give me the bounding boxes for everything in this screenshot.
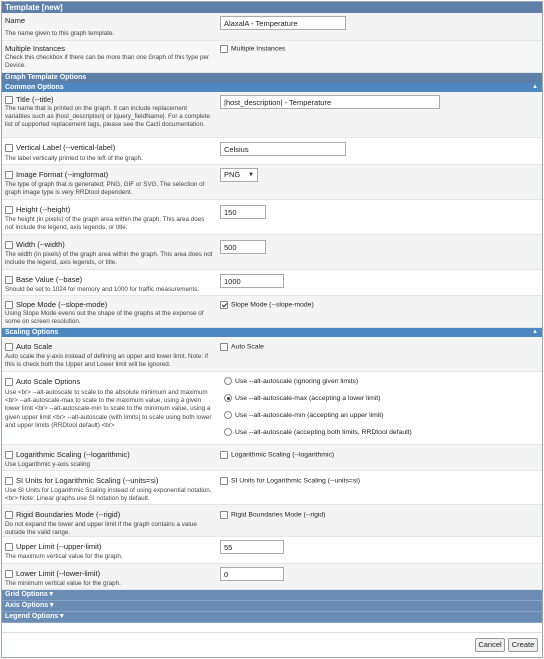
lower-label-wrap	[5, 569, 100, 578]
log-field	[220, 450, 334, 459]
slope-mode-checkbox[interactable]	[220, 301, 228, 309]
slope-checkbox[interactable]	[5, 301, 13, 309]
height-checkbox[interactable]	[5, 206, 13, 214]
log-cb[interactable]	[220, 451, 228, 459]
multi-cb-label: Multiple Instances	[231, 45, 286, 53]
create-button[interactable]: Create	[508, 638, 538, 652]
asopt-label: Auto Scale Options	[16, 377, 81, 386]
log-row	[2, 445, 542, 471]
autoscale-row	[2, 337, 542, 372]
rigid-label: Rigid Boundaries Mode (--rigid)	[16, 510, 121, 519]
rigid-field	[220, 510, 325, 519]
common-options-header[interactable]	[2, 83, 542, 92]
si-cb-label: SI Units for Logarithmic Scaling (--units=si)	[231, 477, 360, 485]
width-label: Width (--width)	[16, 240, 65, 249]
asopt-r1-label: Use --alt-autoscale (ignoring given limits)	[235, 377, 359, 385]
slope-field	[220, 300, 314, 309]
asopt-r4-label: Use --alt-autoscale (accepting both limits, RRDtool default)	[235, 428, 412, 436]
imgformat-value: PNG	[224, 170, 241, 179]
name-input[interactable]: AlaxalA - Temperature	[220, 16, 346, 30]
lower-row	[2, 564, 542, 590]
rigid-row	[2, 505, 542, 537]
imgformat-label-wrap	[5, 170, 108, 179]
grid-options-header[interactable]	[2, 590, 542, 601]
asopt-radio-4[interactable]	[224, 428, 412, 436]
legend-options-header[interactable]	[2, 612, 542, 623]
scaling-options-label: Scaling Options	[5, 329, 59, 336]
title-checkbox[interactable]	[5, 96, 13, 104]
base-input[interactable]: 1000	[220, 274, 284, 288]
autoscale-field	[220, 342, 264, 351]
caret-down-icon: ▼	[248, 172, 254, 178]
imgformat-checkbox[interactable]	[5, 171, 13, 179]
vlabel-row	[2, 138, 542, 165]
height-row	[2, 200, 542, 235]
grid-options-label: Grid Options	[5, 591, 48, 598]
upper-label-wrap	[5, 542, 101, 551]
imgformat-row	[2, 165, 542, 200]
vlabel-label: Vertical Label (--vertical-label)	[16, 143, 116, 152]
upper-checkbox[interactable]	[5, 543, 13, 551]
graph-template-options-header: Graph Template Options	[2, 73, 542, 83]
si-label: SI Units for Logarithmic Scaling (--units=si)	[16, 476, 159, 485]
multi-desc: Check this checkbox if there can be more than one Graph of this type per Device.	[5, 54, 210, 70]
log-checkbox[interactable]	[5, 451, 13, 459]
height-label-wrap	[5, 205, 70, 214]
slope-label: Slope Mode (--slope-mode)	[16, 300, 108, 309]
chevron-up-icon: ▲	[532, 84, 538, 90]
title-label: Title (--title)	[16, 95, 54, 104]
rigid-checkbox[interactable]	[5, 511, 13, 519]
log-cb-label: Logarithmic Scaling (--logarithmic)	[231, 451, 335, 459]
multi-label: Multiple Instances	[5, 44, 66, 53]
base-label: Base Value (--base)	[16, 275, 83, 284]
autoscale-cb-label: Auto Scale	[231, 343, 264, 351]
name-row	[2, 13, 542, 41]
asopt-label-wrap	[5, 377, 80, 386]
upper-desc: The maximum vertical value for the graph.	[5, 553, 123, 560]
height-desc: The height (in pixels) of the graph area within the graph. This area does not include the legend, axis legends, or title.	[5, 216, 205, 232]
si-row	[2, 471, 542, 505]
rigid-desc: Do not expand the lower and upper limit if the graph contains a value outside the valid range.	[5, 521, 197, 537]
autoscale-desc: Auto scale the y-axis instead of defining an upper and lower limit. Note: if this is check both the Upper and Lower limit will be ignored.	[5, 353, 209, 369]
radio-icon	[224, 411, 232, 419]
radio-icon	[224, 377, 232, 385]
chevron-down-icon: ▼	[47, 591, 55, 598]
vlabel-checkbox[interactable]	[5, 144, 13, 152]
si-label-wrap	[5, 476, 158, 485]
slope-cb-label: Slope Mode (--slope-mode)	[231, 301, 314, 309]
base-desc: Should be set to 1024 for memory and 1000 for traffic measurements.	[5, 286, 200, 293]
axis-options-header[interactable]	[2, 601, 542, 612]
template-header: Template [new]	[2, 2, 542, 13]
autoscale-label: Auto Scale	[16, 342, 53, 351]
radio-icon	[224, 428, 232, 436]
slope-row	[2, 296, 542, 328]
title-label-wrap	[5, 95, 54, 104]
multi-row	[2, 41, 542, 73]
vlabel-label-wrap	[5, 143, 115, 152]
autoscale-label-wrap	[5, 342, 52, 351]
slope-label-wrap	[5, 300, 107, 309]
vlabel-input[interactable]: Celsius	[220, 142, 346, 156]
upper-label: Upper Limit (--upper-limit)	[16, 542, 102, 551]
asopt-radio-3[interactable]	[224, 411, 383, 419]
lower-label: Lower Limit (--lower-limit)	[16, 569, 101, 578]
slope-desc: Using Slope Mode evens out the shape of the graphs at the expense of some on screen resolution.	[5, 310, 204, 326]
chevron-down-icon: ▼	[48, 602, 56, 609]
rigid-label-wrap	[5, 510, 120, 519]
asopt-checkbox[interactable]	[5, 378, 13, 386]
asopt-r3-label: Use --alt-autoscale-min (accepting an upper limit)	[235, 411, 384, 419]
width-label-wrap	[5, 240, 65, 249]
name-label: Name	[5, 16, 26, 25]
asopt-radio-1[interactable]	[224, 377, 358, 385]
base-label-wrap	[5, 275, 82, 284]
multi-checkbox[interactable]	[220, 45, 228, 53]
log-label-wrap	[5, 450, 130, 459]
chevron-up-icon: ▲	[532, 329, 538, 335]
log-desc: Use Logarithmic y-axis scaling	[5, 461, 91, 468]
width-checkbox[interactable]	[5, 241, 13, 249]
width-desc: The width (in pixels) of the graph area within the graph. This area does not include the legend, axis legends, or title.	[5, 251, 213, 267]
title-input[interactable]: |host_description| - Temperature	[220, 95, 440, 109]
height-input[interactable]: 150	[220, 205, 266, 219]
si-field	[220, 476, 360, 485]
rigid-cb-label: Rigid Boundaries Mode (--rigid)	[231, 511, 326, 519]
width-input[interactable]: 500	[220, 240, 266, 254]
rigid-cb[interactable]	[220, 511, 228, 519]
upper-input[interactable]: 55	[220, 540, 284, 554]
base-row	[2, 270, 542, 296]
form-footer	[2, 632, 542, 657]
log-label: Logarithmic Scaling (--logarithmic)	[16, 450, 130, 459]
lower-input[interactable]: 0	[220, 567, 284, 581]
imgformat-select[interactable]	[220, 168, 258, 182]
asopt-r2-label: Use --alt-autoscale-max (accepting a lower limit)	[235, 394, 381, 402]
title-row	[2, 92, 542, 138]
si-desc: Use SI Units for Logarithmic Scaling instead of using exponential notation.<br> Note: Linear graphs use SI notation by default.	[5, 487, 212, 503]
imgformat-desc: The type of graph that is generated; PNG, GIF or SVG. The selection of graph image type is very RRDtool dependent.	[5, 181, 205, 197]
graph-template-form	[1, 1, 543, 658]
lower-desc: The minimum vertical value for the graph.	[5, 580, 121, 587]
asopt-row	[2, 372, 542, 445]
lower-checkbox[interactable]	[5, 570, 13, 578]
radio-selected-icon	[224, 394, 232, 402]
height-label: Height (--height)	[16, 205, 71, 214]
name-desc: The name given to this graph template.	[5, 30, 115, 37]
chevron-down-icon: ▼	[58, 613, 66, 620]
scaling-options-header[interactable]	[2, 328, 542, 337]
asopt-radio-2[interactable]	[224, 394, 380, 402]
autoscale-cb[interactable]	[220, 343, 228, 351]
vlabel-desc: The label vertically printed to the left of the graph.	[5, 155, 143, 162]
width-row	[2, 235, 542, 270]
autoscale-checkbox[interactable]	[5, 343, 13, 351]
multi-field	[220, 44, 285, 53]
cancel-button[interactable]: Cancel	[475, 638, 505, 652]
si-cb[interactable]	[220, 477, 228, 485]
title-desc: The name that is printed on the graph. It can include replacement variables such as |host_description| or |query_fieldName|. For a complete list of supported replacement tags, please see the Cacti documentation.	[5, 105, 210, 129]
axis-options-label: Axis Options	[5, 602, 49, 609]
legend-options-label: Legend Options	[5, 613, 59, 620]
upper-row	[2, 537, 542, 564]
si-checkbox[interactable]	[5, 477, 13, 485]
base-checkbox[interactable]	[5, 276, 13, 284]
imgformat-label: Image Format (--imgformat)	[16, 170, 109, 179]
common-options-label: Common Options	[5, 84, 64, 91]
asopt-desc: Use <br> --alt-autoscale to scale to the absolute minimum and maximum <br> --alt-autoscale-max to scale to the maximum value, using a given lower limit <br> --alt-autoscale-min to scale to the minimum value, using a given upper limit <br> --alt-autoscale (with limits) to scale using both lower and upper limits (RRDtool default) <br>	[5, 389, 212, 429]
